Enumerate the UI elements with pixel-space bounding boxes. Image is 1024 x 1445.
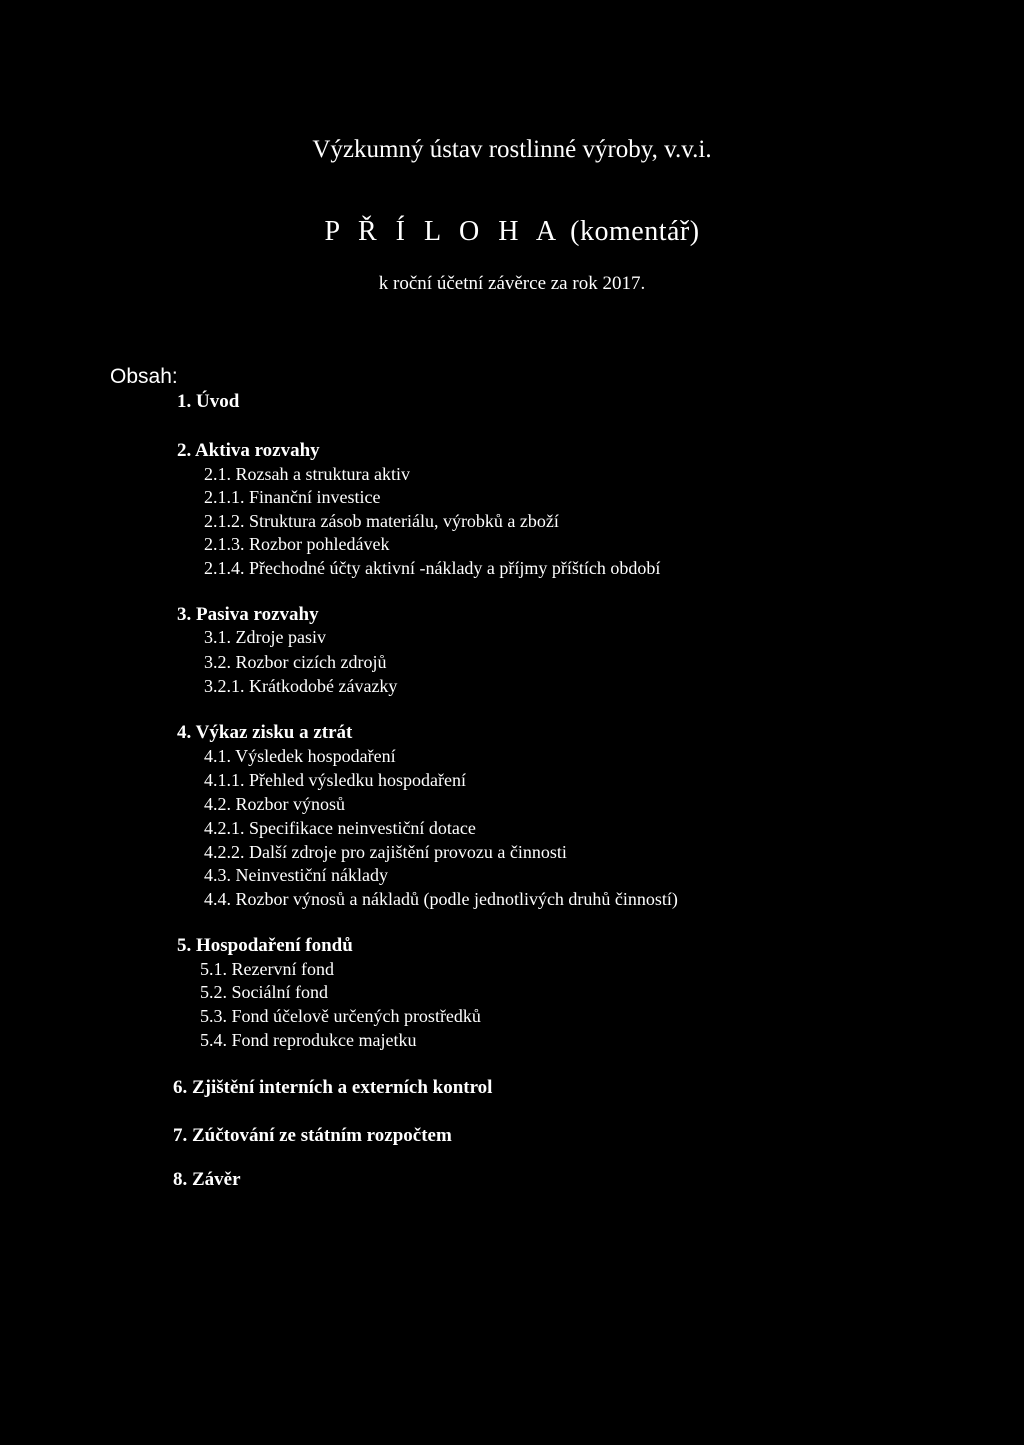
- toc-item-2-1-4: 2.1.4. Přechodné účty aktivní -náklady a příjmy příštích období: [204, 558, 661, 578]
- toc-item-4-1: 4.1. Výsledek hospodaření: [204, 746, 396, 766]
- title-main: P Ř Í L O H A: [324, 216, 563, 247]
- toc-item-2-1-1: 2.1.1. Finanční investice: [204, 487, 381, 507]
- toc-item-5-1: 5.1. Rezervní fond: [200, 959, 334, 979]
- toc-item-2-1: 2.1. Rozsah a struktura aktiv: [204, 464, 410, 484]
- toc-heading: Obsah:: [110, 365, 178, 388]
- toc-item-3-2: 3.2. Rozbor cizích zdrojů: [204, 652, 387, 672]
- toc-item-5-2: 5.2. Sociální fond: [200, 982, 328, 1002]
- toc-item-4-4: 4.4. Rozbor výnosů a nákladů (podle jednotlivých druhů činností): [204, 889, 678, 909]
- toc-section-1: 1. Úvod: [177, 391, 240, 412]
- toc-item-4-2-1: 4.2.1. Specifikace neinvestiční dotace: [204, 818, 476, 838]
- toc-item-4-2: 4.2. Rozbor výnosů: [204, 794, 345, 814]
- toc-section-8: 8. Závěr: [173, 1169, 241, 1190]
- toc-item-3-2-1: 3.2.1. Krátkodobé závazky: [204, 676, 398, 696]
- toc-section-6: 6. Zjištění interních a externích kontrol: [173, 1077, 493, 1098]
- toc-item-4-3: 4.3. Neinvestiční náklady: [204, 865, 388, 885]
- toc-item-2-1-2: 2.1.2. Struktura zásob materiálu, výrobků a zboží: [204, 511, 559, 531]
- title-note: (komentář): [570, 216, 700, 247]
- toc-item-5-4: 5.4. Fond reprodukce majetku: [200, 1030, 417, 1050]
- toc-item-4-2-2: 4.2.2. Další zdroje pro zajištění provozu a činnosti: [204, 842, 567, 862]
- toc-section-3: 3. Pasiva rozvahy: [177, 604, 319, 625]
- toc-item-4-1-1: 4.1.1. Přehled výsledku hospodaření: [204, 770, 466, 790]
- document-subtitle: k roční účetní závěrce za rok 2017.: [378, 273, 646, 294]
- toc-section-4: 4. Výkaz zisku a ztrát: [177, 722, 353, 743]
- toc-item-5-3: 5.3. Fond účelově určených prostředků: [200, 1006, 481, 1026]
- toc-section-7: 7. Zúčtování ze státním rozpočtem: [173, 1125, 452, 1146]
- institute-name: Výzkumný ústav rostlinné výroby, v.v.i.: [312, 136, 712, 163]
- toc-item-3-1: 3.1. Zdroje pasiv: [204, 627, 326, 647]
- document-title: [0, 218, 1024, 246]
- toc-item-2-1-3: 2.1.3. Rozbor pohledávek: [204, 534, 390, 554]
- toc-section-5: 5. Hospodaření fondů: [177, 935, 353, 956]
- toc-section-2: 2. Aktiva rozvahy: [177, 440, 320, 461]
